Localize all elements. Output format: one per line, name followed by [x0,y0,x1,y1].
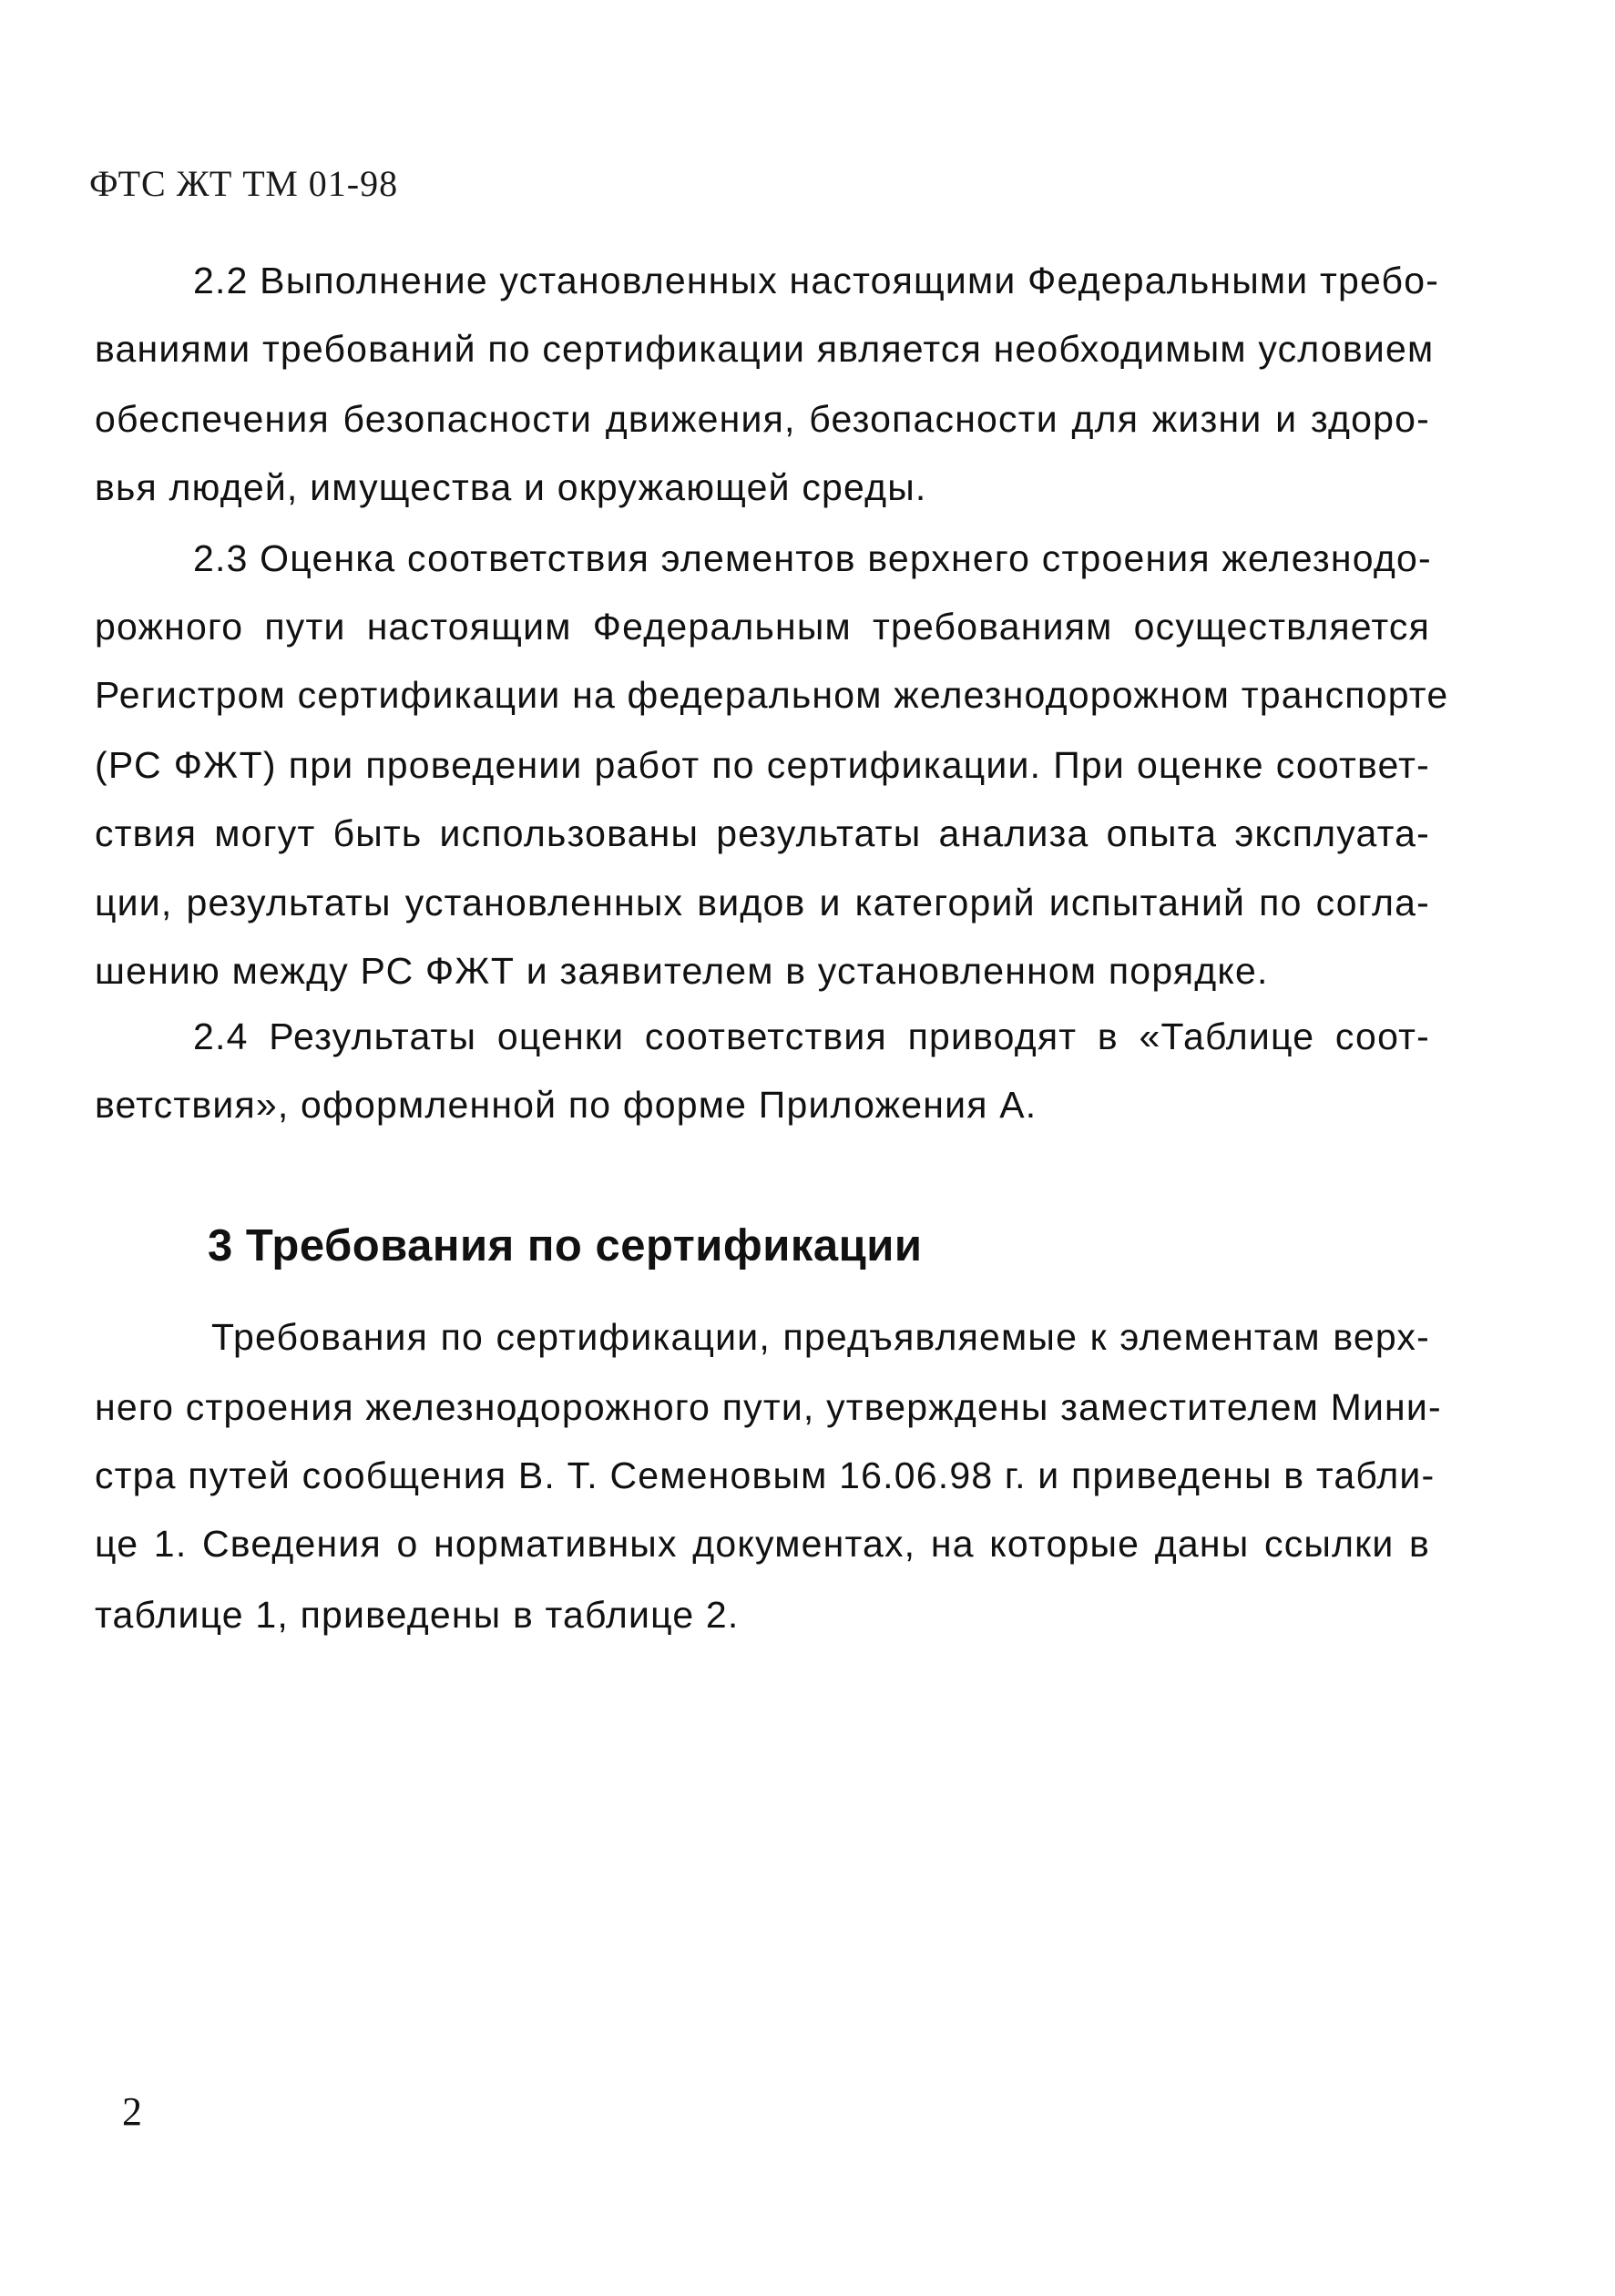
paragraph-2-3-line: 2.3 Оценка соответствия элементов верхнего строения железнодо- [193,537,1432,579]
paragraph-2-2-line: ваниями требований по сертификации является необходимым условием [95,328,1435,370]
paragraph-2-2-line: обеспечения безопасности движения, безопасности для жизни и здоро- [95,398,1430,440]
section-3-paragraph-line: це 1. Сведения о нормативных документах, на которые даны ссылки в [95,1523,1430,1565]
paragraph-2-3-line: Регистром сертификации на федеральном железнодорожном транспорте [95,674,1449,716]
document-code: ФТС ЖТ ТМ 01-98 [89,163,399,204]
section-3-paragraph-line: него строения железнодорожного пути, утверждены заместителем Мини- [95,1386,1442,1428]
section-3-paragraph-line: таблице 1, приведены в таблице 2. [95,1594,740,1636]
page-number: 2 [122,2089,142,2134]
paragraph-2-3-line: ции, результаты установленных видов и категорий испытаний по согла- [95,882,1430,924]
paragraph-2-3-line: ствия могут быть использованы результаты анализа опыта эксплуата- [95,812,1430,854]
paragraph-2-3-line: (РС ФЖТ) при проведении работ по сертификации. При оценке соответ- [95,744,1430,786]
paragraph-2-3-line: рожного пути настоящим Федеральным требованиям осуществляется [95,606,1430,648]
paragraph-2-4-line: 2.4 Результаты оценки соответствия приводят в «Таблице соот- [193,1015,1430,1057]
section-3-paragraph-line: Требования по сертификации, предъявляемые к элементам верх- [211,1316,1430,1358]
paragraph-2-2-line: 2.2 Выполнение установленных настоящими Федеральными требо- [193,260,1440,301]
section-3-paragraph-line: стра путей сообщения В. Т. Семеновым 16.06.98 г. и приведены в табли- [95,1454,1436,1496]
paragraph-2-2-line: вья людей, имущества и окружающей среды. [95,466,927,508]
section-heading: 3 Требования по сертификации [208,1221,923,1270]
paragraph-2-4-line: ветствия», оформленной по форме Приложения А. [95,1084,1037,1126]
paragraph-2-3-line: шению между РС ФЖТ и заявителем в установленном порядке. [95,950,1269,992]
